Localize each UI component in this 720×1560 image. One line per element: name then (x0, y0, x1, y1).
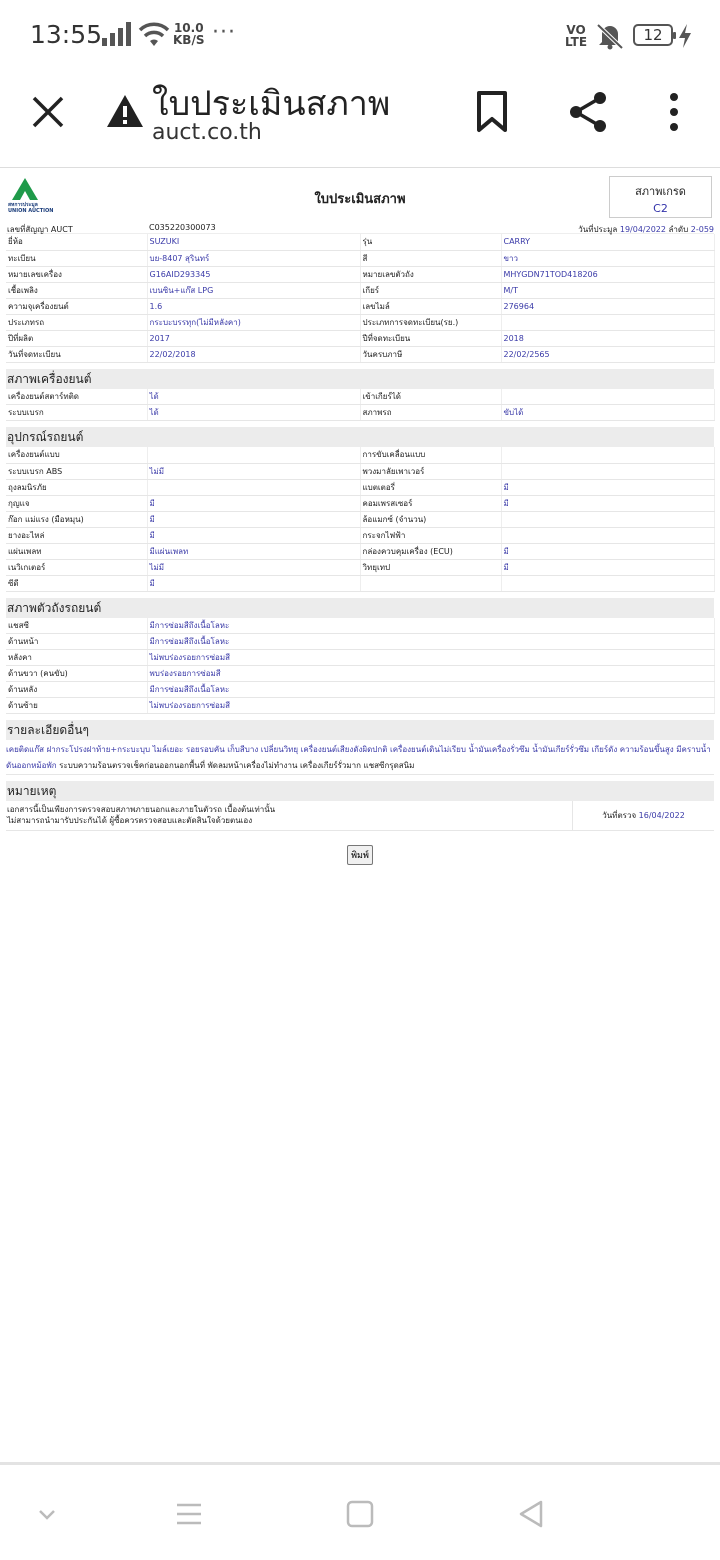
engine-label: เครื่องยนต์สตาร์ทติด (6, 389, 147, 405)
auction-date-label: วันที่ประมูล (578, 225, 618, 234)
vehicle-info-value: เบนซิน+แก๊ส LPG (147, 282, 360, 298)
equipment-value: มี (147, 511, 360, 527)
vehicle-info-value: 2017 (147, 330, 360, 346)
vehicle-info-label: ความจุเครื่องยนต์ (6, 298, 147, 314)
vehicle-info-label: วันครบภาษี (360, 346, 501, 362)
equipment-row (6, 463, 714, 479)
signal-icon (102, 22, 132, 46)
equipment-label: ก๊อก แม่แรง (มือหมุน) (6, 511, 147, 527)
equipment-label: แบตเตอรี่ (360, 479, 501, 495)
status-bar (0, 0, 720, 70)
equipment-value: มี (501, 559, 714, 575)
equipment-label: เครื่องยนต์แบบ (6, 447, 147, 463)
equipment-row (6, 479, 714, 495)
vehicle-info-label: หมายเลขเครื่อง (6, 266, 147, 282)
equipment-label: การขับเคลื่อนแบบ (360, 447, 501, 463)
equipment-value: มี (501, 479, 714, 495)
other-section-title: รายละเอียดอื่นๆ (6, 720, 714, 740)
warning-icon[interactable] (106, 94, 144, 128)
vehicle-info-value: 22/02/2565 (501, 346, 714, 362)
vehicle-info-row (6, 330, 714, 346)
inspection-document (0, 172, 720, 865)
equipment-row (6, 495, 714, 511)
logo-thai: สหการประมูล (8, 202, 38, 208)
equipment-label: ระบบเบรก ABS (6, 463, 147, 479)
body-label: หลังคา (6, 650, 147, 666)
vehicle-info-value: M/T (501, 282, 714, 298)
print-button[interactable]: พิมพ์ (347, 845, 373, 865)
document-title: ใบประเมินสภาพ (314, 192, 406, 207)
back-icon[interactable] (516, 1499, 546, 1529)
engine-value (501, 389, 714, 405)
vehicle-info-label: สี (360, 250, 501, 266)
equipment-value (501, 575, 714, 591)
lot-number: 2-059 (690, 225, 714, 234)
page-title: ใบประเมินสภาพ (152, 84, 391, 124)
body-label: ด้านขวา (คนขับ) (6, 666, 147, 682)
equipment-label: แผ่นเพลท (6, 543, 147, 559)
share-icon[interactable] (566, 90, 610, 134)
other-details-line2 (6, 758, 714, 774)
body-value: ไม่พบร่องรอยการซ่อมสี (147, 698, 714, 714)
browser-toolbar (0, 70, 720, 168)
vehicle-info-label: เกียร์ (360, 282, 501, 298)
engine-row (6, 405, 714, 421)
body-row (6, 682, 714, 698)
vehicle-info-label: หมายเลขตัวถัง (360, 266, 501, 282)
volte-icon (565, 24, 587, 48)
equipment-row (6, 447, 714, 463)
inspection-date (572, 801, 714, 831)
vehicle-info-label: ประเภทการจดทะเบียน(รย.) (360, 314, 501, 330)
equipment-value: มีแผ่นเพลท (147, 543, 360, 559)
contract-label: เลขที่สัญญา AUCT (7, 225, 73, 234)
equipment-label (360, 575, 501, 591)
battery-icon: 12 (633, 24, 673, 46)
body-row (6, 698, 714, 714)
url-field[interactable]: auct.co.th (152, 120, 262, 145)
body-value: มีการซ่อมสีถึงเนื้อโลหะ (147, 618, 714, 634)
vehicle-info-value: ขาว (501, 250, 714, 266)
vehicle-info-label: ปีที่จดทะเบียน (360, 330, 501, 346)
document-header (0, 172, 720, 220)
volte-bottom: LTE (565, 35, 588, 49)
more-notifications: ··· (212, 20, 236, 45)
body-row (6, 618, 714, 634)
vehicle-info-row (6, 346, 714, 362)
engine-value: ได้ (147, 405, 360, 421)
network-speed-unit: KB/S (173, 33, 205, 47)
vehicle-info-value: กระบะบรรทุก(ไม่มีหลังคา) (147, 314, 360, 330)
body-row (6, 650, 714, 666)
body-row (6, 666, 714, 682)
equipment-label: กระจกไฟฟ้า (360, 527, 501, 543)
body-value: ไม่พบร่องรอยการซ่อมสี (147, 650, 714, 666)
vehicle-info-value: G16AID293345 (147, 266, 360, 282)
vehicle-info-value: 22/02/2018 (147, 346, 360, 362)
lot-label: ลำดับ (668, 225, 689, 234)
vehicle-info-value (501, 314, 714, 330)
other-details-line2a: ดันออกหม้อพัก (6, 761, 57, 770)
vehicle-info-label: เชื้อเพลิง (6, 282, 147, 298)
equipment-label: กุญแจ (6, 495, 147, 511)
clock: 13:55 (30, 20, 103, 49)
system-nav-bar (0, 1462, 720, 1560)
equipment-value: มี (501, 495, 714, 511)
engine-value: ได้ (147, 389, 360, 405)
equipment-label: ถุงลมนิรภัย (6, 479, 147, 495)
home-icon[interactable] (345, 1499, 375, 1529)
vehicle-info-value: SUZUKI (147, 234, 360, 250)
vehicle-info-value: 276964 (501, 298, 714, 314)
equipment-value (147, 447, 360, 463)
vehicle-info-row (6, 250, 714, 266)
equipment-label: เนวิเกเตอร์ (6, 559, 147, 575)
vehicle-info-row (6, 298, 714, 314)
equipment-value: ไม่มี (147, 463, 360, 479)
contract-number: C035220300073 (149, 223, 216, 232)
vehicle-info-label: วันที่จดทะเบียน (6, 346, 147, 362)
equipment-value: มี (147, 527, 360, 543)
vehicle-info-label: รุ่น (360, 234, 501, 250)
note-text (7, 804, 275, 826)
vehicle-info-value: CARRY (501, 234, 714, 250)
contract-row (6, 220, 714, 234)
body-value: พบร่องรอยการซ่อมสี (147, 666, 714, 682)
body-label: แชสซี (6, 618, 147, 634)
body-label: ด้านหลัง (6, 682, 147, 698)
engine-label: เข้าเกียร์ได้ (360, 389, 501, 405)
vehicle-info-label: เลขไมล์ (360, 298, 501, 314)
auction-info (578, 223, 714, 236)
equipment-row (6, 527, 714, 543)
body-value: มีการซ่อมสีถึงเนื้อโลหะ (147, 634, 714, 650)
equipment-value: ไม่มี (147, 559, 360, 575)
inspection-date-label: วันที่ตรวจ (602, 811, 637, 820)
grade-value: C2 (653, 202, 668, 215)
vehicle-info-row (6, 234, 714, 250)
logo-english: UNION AUCTION (8, 208, 54, 214)
vehicle-info-row (6, 282, 714, 298)
vehicle-info-value: MHYGDN71TOD418206 (501, 266, 714, 282)
body-label: ด้านซ้าย (6, 698, 147, 714)
note-row (6, 801, 714, 831)
vehicle-info-label: ประเภทรถ (6, 314, 147, 330)
body-label: ด้านหน้า (6, 634, 147, 650)
equipment-value (501, 511, 714, 527)
grade-label: สภาพเกรด (635, 185, 686, 198)
equipment-value: มี (147, 495, 360, 511)
equipment-value: มี (501, 543, 714, 559)
engine-table (6, 389, 715, 422)
equipment-label: ล้อแมกซ์ (จำนวน) (360, 511, 501, 527)
vehicle-info-label: ยี่ห้อ (6, 234, 147, 250)
vehicle-info-label: ทะเบียน (6, 250, 147, 266)
other-details-line2b: ระบบความร้อนตรวจเช็คก่อนออกนอกพื้นที่ พัดลมหน้าเครื่องไม่ทำงาน เครื่องเกียร์รั่วมาก แชสซีกรุดสนิม (59, 761, 415, 770)
vehicle-info-row (6, 314, 714, 330)
equipment-row (6, 511, 714, 527)
equipment-value (501, 527, 714, 543)
chevron-down-icon[interactable] (32, 1499, 62, 1529)
body-value: มีการซ่อมสีถึงเนื้อโลหะ (147, 682, 714, 698)
engine-label: ระบบเบรก (6, 405, 147, 421)
charging-icon (677, 24, 693, 48)
vehicle-info-row (6, 266, 714, 282)
mute-icon (594, 22, 626, 50)
other-details (6, 742, 714, 775)
more-vert-icon[interactable] (660, 90, 688, 134)
auction-date: 19/04/2022 (619, 225, 666, 234)
recents-icon[interactable] (174, 1499, 204, 1529)
inspection-date-value: 16/04/2022 (638, 811, 685, 820)
equipment-value: มี (147, 575, 360, 591)
note-line1: เอกสารนี้เป็นเพียงการตรวจสอบสภาพภายนอกและภายในตัวรถ เบื้องต้นเท่านั้น (7, 805, 276, 814)
equipment-row (6, 543, 714, 559)
equipment-value (501, 463, 714, 479)
print-wrap (0, 845, 720, 865)
other-details-line1: เคยติดแก๊ส ฝากระโปรงฝาท้าย+กระบะบุบ ไมล์เยอะ รอยรอบคัน เก็บสีบาง เปลี่ยนวิทยุ เครื่องยนต์เสียงดังผิดปกติ เครื่องยนต์เดินไม่เรียบ น้ำมันเครื่องรั่วซึม น้ำมันเกียร์รั่วซึม เกียร์ดัง ความร้อนขึ้นสูง มีคราบน้ำ (6, 745, 711, 754)
vehicle-info-label: ปีที่ผลิต (6, 330, 147, 346)
bookmark-icon[interactable] (474, 90, 510, 134)
equipment-row (6, 559, 714, 575)
equipment-label: ยางอะไหล่ (6, 527, 147, 543)
engine-row (6, 389, 714, 405)
equipment-section-title: อุปกรณ์รถยนต์ (6, 427, 714, 447)
vehicle-info-table (6, 234, 715, 363)
wifi-icon (138, 20, 170, 48)
vehicle-info-value: บย-8407 สุรินทร์ (147, 250, 360, 266)
grade-box (609, 176, 712, 218)
volte-top: VO (566, 23, 586, 37)
engine-label: สภาพรถ (360, 405, 501, 421)
equipment-row (6, 575, 714, 591)
equipment-label: พวงมาลัยเพาเวอร์ (360, 463, 501, 479)
equipment-value (147, 479, 360, 495)
vehicle-info-value: 1.6 (147, 298, 360, 314)
engine-value: ขับได้ (501, 405, 714, 421)
equipment-table (6, 447, 715, 592)
equipment-value (501, 447, 714, 463)
close-icon[interactable] (28, 92, 68, 132)
equipment-label: ซีดี (6, 575, 147, 591)
vehicle-info-value: 2018 (501, 330, 714, 346)
engine-section-title: สภาพเครื่องยนต์ (6, 369, 714, 389)
body-row (6, 634, 714, 650)
body-section-title: สภาพตัวถังรถยนต์ (6, 598, 714, 618)
network-speed (173, 22, 204, 46)
equipment-label: กล่องควบคุมเครื่อง (ECU) (360, 543, 501, 559)
equipment-label: วิทยุเทป (360, 559, 501, 575)
note-section-title: หมายเหตุ (6, 781, 714, 801)
body-table (6, 618, 715, 715)
network-speed-value: 10.0 (173, 21, 204, 35)
equipment-label: คอมเพรสเซอร์ (360, 495, 501, 511)
note-line2: ไม่สามารถนำมารับประกันได้ ผู้ซื้อควรตรวจสอบและตัดสินใจด้วยตนเอง (7, 816, 253, 825)
